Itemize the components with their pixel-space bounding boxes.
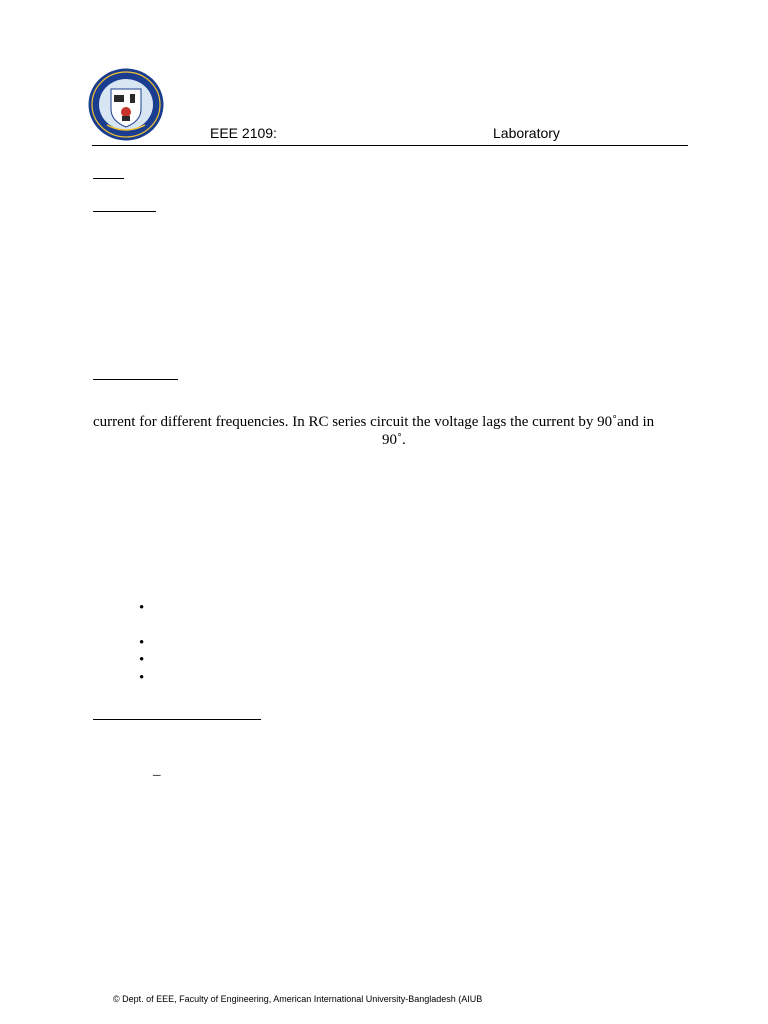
objective-heading-underline [93, 211, 156, 212]
section-heading-underline [93, 719, 261, 720]
list-bullet: • [139, 600, 145, 616]
page-footer: © Dept. of EEE, Faculty of Engineering, American International University-Bangladesh (AIUB [113, 994, 483, 1004]
course-code: EEE 2109: [210, 125, 277, 141]
university-seal-icon [87, 67, 165, 142]
laboratory-label: Laboratory [493, 125, 560, 141]
dash-mark: – [153, 767, 161, 783]
list-bullet: • [139, 670, 145, 686]
list-bullet: • [139, 635, 145, 651]
header-divider [92, 145, 688, 146]
theory-text-line: 90˚. [382, 432, 406, 448]
list-bullet: • [139, 652, 145, 668]
title-heading-underline [93, 178, 124, 179]
theory-text-line: current for different frequencies. In RC series circuit the voltage lags the current by 90˚and in [93, 414, 655, 430]
theory-heading-underline [93, 379, 178, 380]
